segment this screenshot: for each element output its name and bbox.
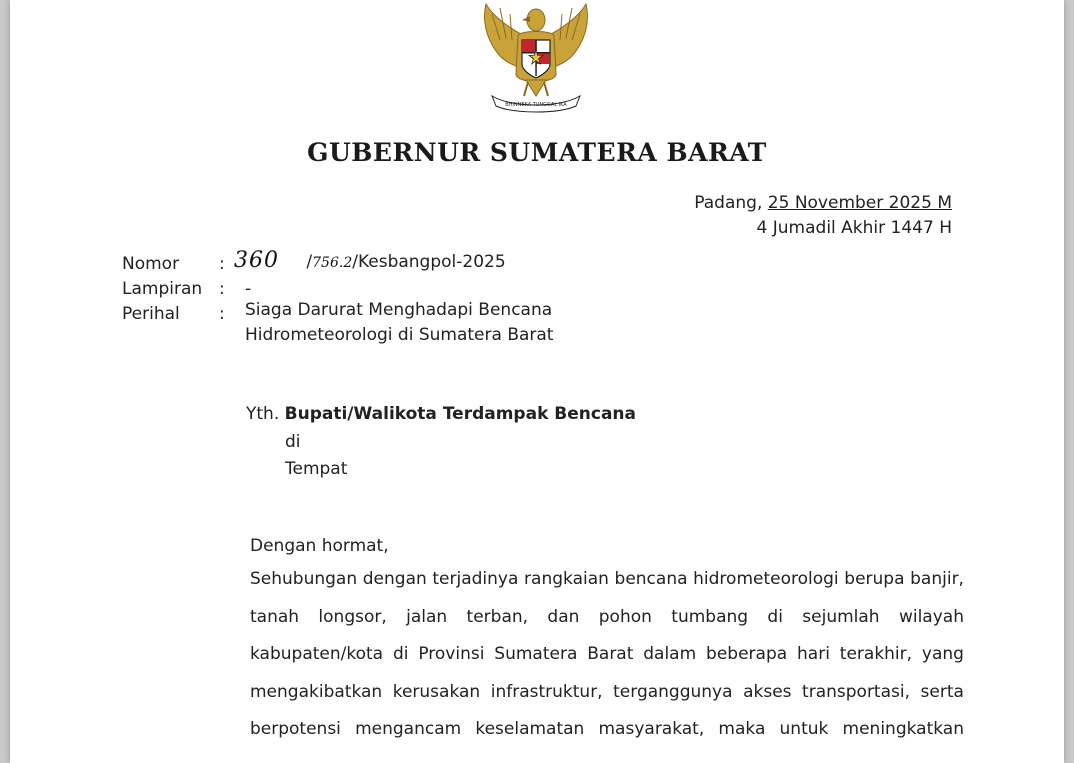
nomor-label: Nomor <box>122 254 180 274</box>
body-line: berpotensi mengancam keselamatan masyarakat, maka untuk meningkatkan <box>250 719 964 739</box>
recipient-place: Tempat <box>285 459 348 479</box>
perihal-label: Perihal <box>122 304 180 324</box>
body-line: kabupaten/kota di Provinsi Sumatera Barat dalam beberapa hari terakhir, yang <box>250 644 964 664</box>
recipient-di: di <box>285 432 301 452</box>
date-place: Padang, <box>694 193 763 213</box>
greeting: Dengan hormat, <box>250 536 389 556</box>
nomor-colon: : <box>219 254 225 274</box>
letter-date-hijri: 4 Jumadil Akhir 1447 H <box>756 218 952 238</box>
perihal-line-2: Hidrometeorologi di Sumatera Barat <box>245 325 554 345</box>
body-paragraph <box>250 568 964 756</box>
emblem-motto: BHINNEKA TUNGGAL IKA <box>505 102 567 108</box>
perihal-colon: : <box>219 304 225 324</box>
recipient <box>246 404 636 424</box>
letter-title: GUBERNUR SUMATERA BARAT <box>307 138 767 167</box>
nomor-handwritten-code: 756.2 <box>312 255 353 271</box>
date-gregorian: 25 November 2025 M <box>767 193 952 213</box>
letter-date-gregorian <box>694 193 952 213</box>
nomor-value: 360 /756.2/Kesbangpol-2025 <box>234 248 506 273</box>
nomor-suffix: /Kesbangpol-2025 <box>352 252 506 272</box>
lampiran-label: Lampiran <box>122 279 203 299</box>
garuda-emblem-icon <box>472 0 600 118</box>
recipient-name: Bupati/Walikota Terdampak Bencana <box>284 404 637 424</box>
lampiran-value: - <box>245 279 252 299</box>
recipient-prefix: Yth. <box>246 404 280 424</box>
body-line: Sehubungan dengan terjadinya rangkaian bencana hidrometeorologi berupa banjir, <box>250 569 964 589</box>
lampiran-colon: : <box>219 279 225 299</box>
nomor-handwritten-number: 360 <box>234 248 279 273</box>
body-line: tanah longsor, jalan terban, dan pohon tumbang di sejumlah wilayah <box>250 606 964 627</box>
body-line: mengakibatkan kerusakan infrastruktur, terganggunya akses transportasi, serta <box>250 681 964 702</box>
perihal-line-1: Siaga Darurat Menghadapi Bencana <box>245 300 553 320</box>
